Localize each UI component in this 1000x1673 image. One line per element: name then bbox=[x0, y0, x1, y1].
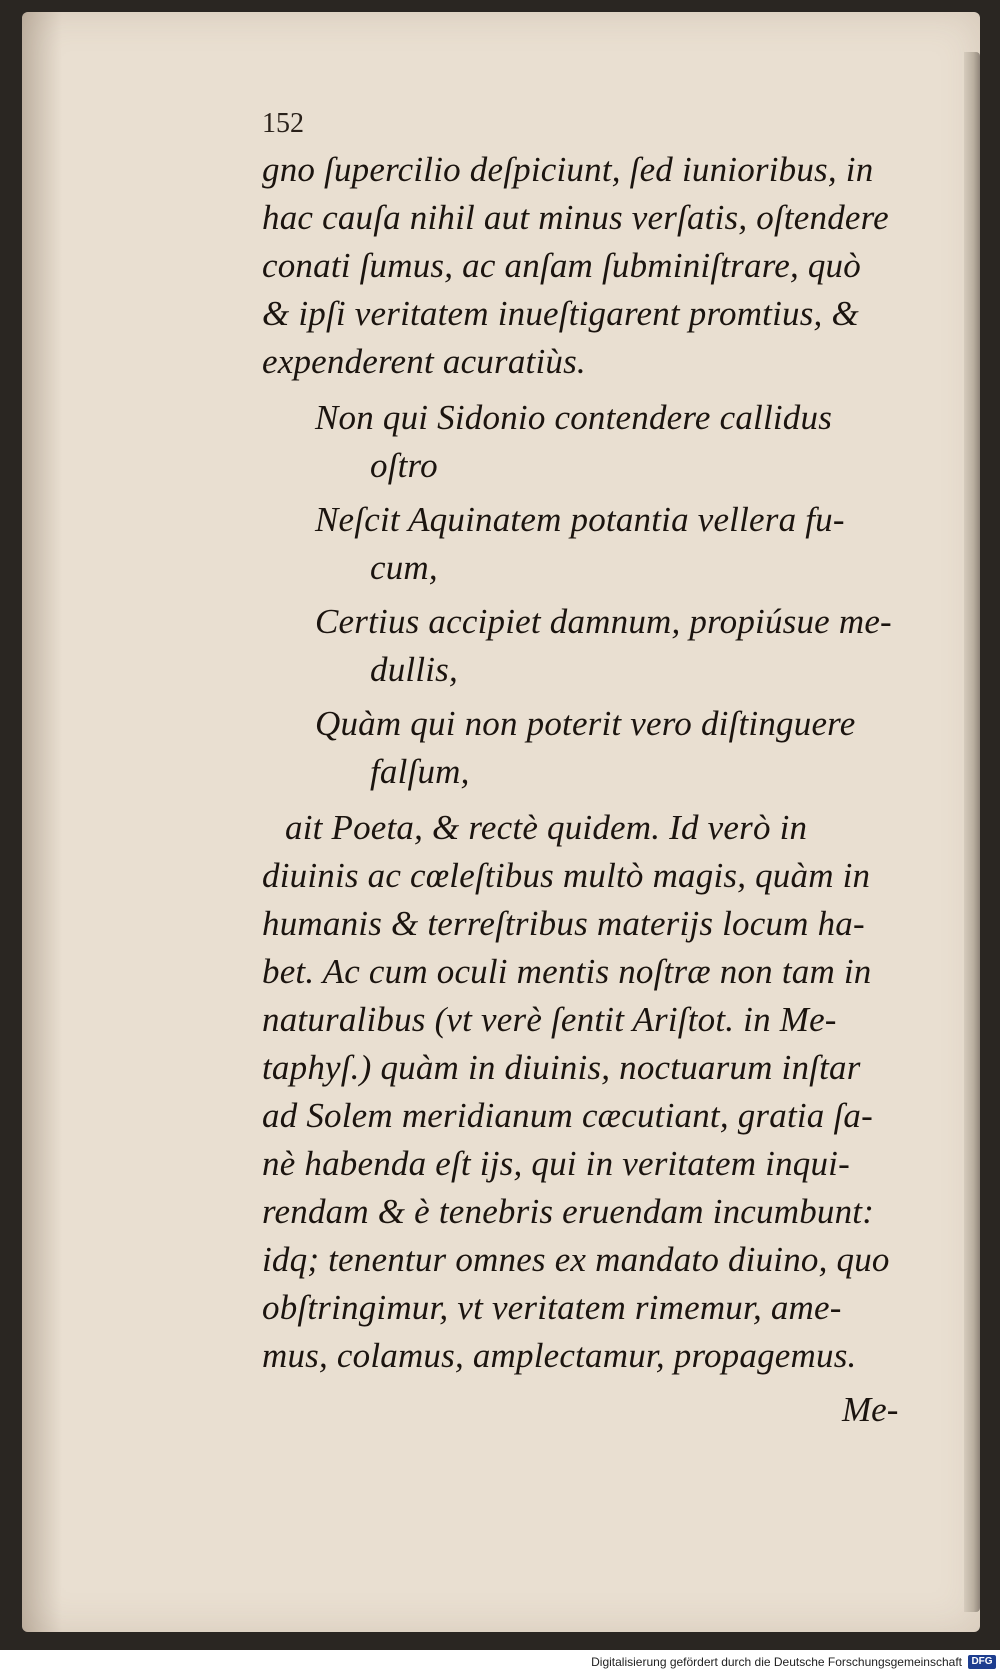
verse-line: oſtro bbox=[370, 446, 438, 485]
text-line: hac cauſa nihil aut minus verſatis, oſtendere bbox=[262, 198, 889, 237]
verse-line: Non qui Sidonio contendere callidus bbox=[315, 398, 833, 437]
text-line: expenderent acuratiùs. bbox=[262, 342, 586, 381]
verse-line: falſum, bbox=[370, 752, 470, 791]
text-line: rendam & è tenebris eruendam incumbunt: bbox=[262, 1192, 875, 1231]
verse-line: dullis, bbox=[370, 650, 458, 689]
verse-line: Certius accipiet damnum, propiúsue me- bbox=[315, 602, 892, 641]
text-line: obſtringimur, vt veritatem rimemur, ame- bbox=[262, 1288, 842, 1327]
text-line: ait Poeta, & rectè quidem. Id verò in bbox=[285, 808, 808, 847]
text-line: mus, colamus, amplectamur, propagemus. bbox=[262, 1336, 857, 1375]
verse-line: Quàm qui non poterit vero diſtinguere bbox=[315, 704, 856, 743]
text-line: naturalibus (vt verè ſentit Ariſtot. in Me- bbox=[262, 1000, 837, 1039]
text-line: nè habenda eſt ijs, qui in veritatem inqui- bbox=[262, 1144, 850, 1183]
page-number: 152 bbox=[262, 108, 304, 139]
verse-line: Neſcit Aquinatem potantia vellera fu- bbox=[315, 500, 845, 539]
dfg-logo-icon: DFG bbox=[968, 1655, 996, 1669]
footer-bar bbox=[0, 1652, 1000, 1673]
text-line: gno ſupercilio deſpiciunt, ſed iunioribus, in bbox=[262, 150, 874, 189]
text-line: taphyſ.) quàm in diuinis, noctuarum inſtar bbox=[262, 1048, 861, 1087]
text-line: conati ſumus, ac anſam ſubminiſtrare, quò bbox=[262, 246, 861, 285]
page-edge bbox=[964, 52, 980, 1612]
gutter-shadow bbox=[22, 12, 62, 1632]
text-line: diuinis ac cœleſtibus multò magis, quàm in bbox=[262, 856, 871, 895]
verse-line: cum, bbox=[370, 548, 438, 587]
catchword: Me- bbox=[842, 1390, 899, 1429]
text-line: ad Solem meridianum cæcutiant, gratia ſa- bbox=[262, 1096, 873, 1135]
text-line: humanis & terreſtribus materijs locum ha- bbox=[262, 904, 865, 943]
funding-credit: Digitalisierung gefördert durch die Deutsche Forschungsgemeinschaft bbox=[591, 1655, 962, 1669]
text-line: & ipſi veritatem inueſtigarent promtius, & bbox=[262, 294, 859, 333]
text-line: idq; tenentur omnes ex mandato diuino, quo bbox=[262, 1240, 890, 1279]
text-line: bet. Ac cum oculi mentis noſtræ non tam in bbox=[262, 952, 872, 991]
